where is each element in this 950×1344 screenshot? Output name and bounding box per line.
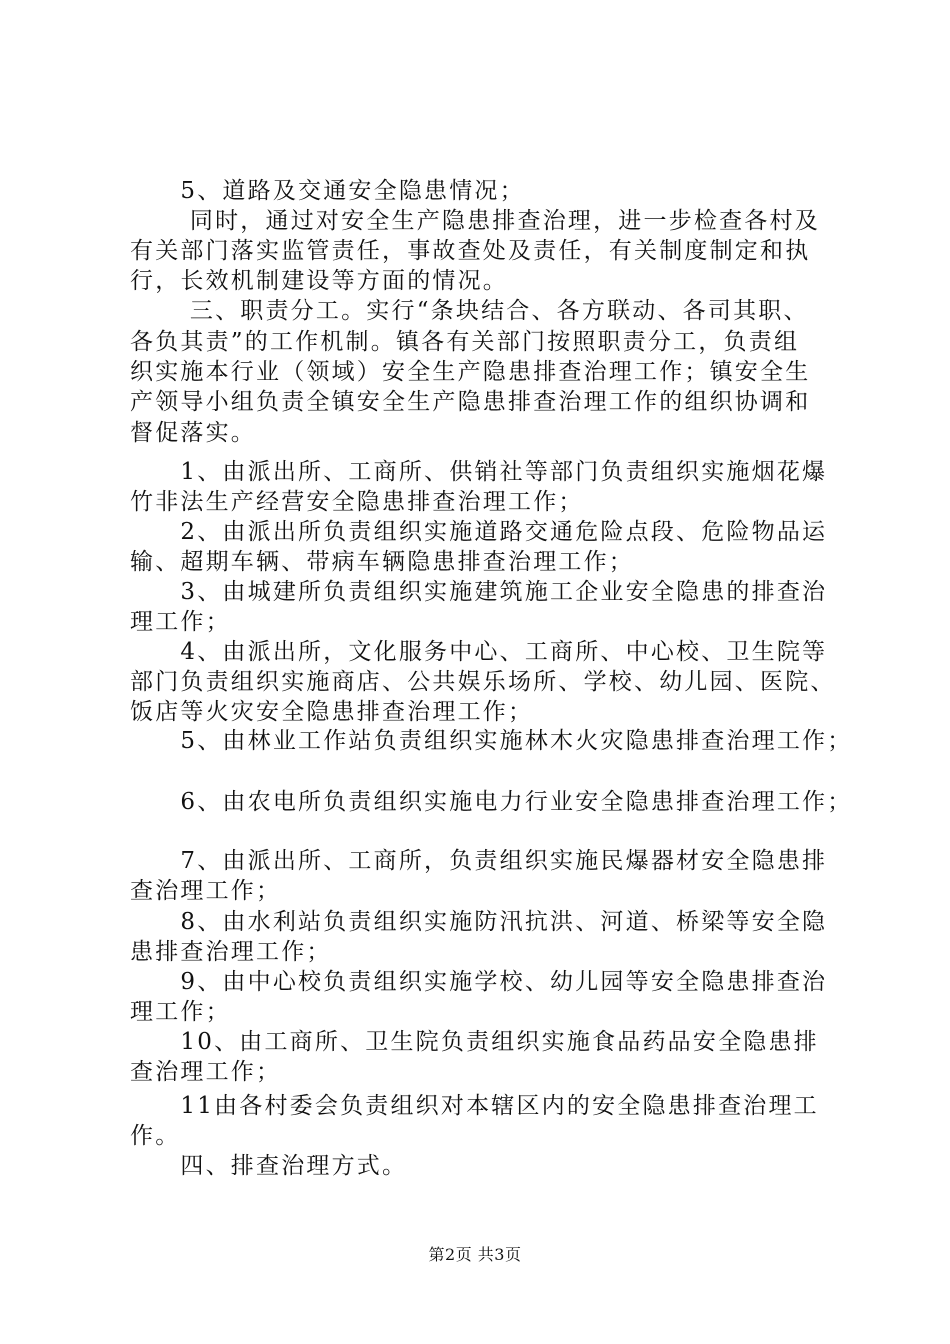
text-line: 5、由林业工作站负责组织实施林木火灾隐患排查治理工作； <box>130 728 853 754</box>
text-line: 有关部门落实监管责任，事故查处及责任，有关制度制定和执 <box>130 238 811 264</box>
text-line: 理工作； <box>130 999 231 1025</box>
text-line: 9、由中心校负责组织实施学校、幼儿园等安全隐患排查治 <box>130 969 828 995</box>
page-footer: 第2页 共3页 <box>428 1245 522 1264</box>
text-line: 产领导小组负责全镇安全生产隐患排查治理工作的组织协调和 <box>130 389 811 415</box>
text-line: 1、由派出所、工商所、供销社等部门负责组织实施烟花爆 <box>130 459 828 485</box>
text-line: 织实施本行业（领域）安全生产隐患排查治理工作；镇安全生 <box>130 359 811 385</box>
text-line: 查治理工作； <box>130 878 282 904</box>
text-line: 作。 <box>130 1123 181 1149</box>
text-line: 查治理工作； <box>130 1059 282 1085</box>
text-line: 督促落实。 <box>130 420 256 446</box>
text-line: 患排查治理工作； <box>130 939 332 965</box>
text-line: 7、由派出所、工商所，负责组织实施民爆器材安全隐患排 <box>130 848 828 874</box>
text-line: 3、由城建所负责组织实施建筑施工企业安全隐患的排查治 <box>130 579 828 605</box>
text-line: 4、由派出所，文化服务中心、工商所、中心校、卫生院等 <box>130 639 828 665</box>
text-line: 理工作； <box>130 609 231 635</box>
text-line: 部门负责组织实施商店、公共娱乐场所、学校、幼儿园、医院、 <box>130 669 836 695</box>
text-line: 四、排查治理方式。 <box>130 1153 408 1179</box>
text-line: 11由各村委会负责组织对本辖区内的安全隐患排查治理工 <box>130 1093 819 1119</box>
text-line: 竹非法生产经营安全隐患排查治理工作； <box>130 489 584 515</box>
text-line: 输、超期车辆、带病车辆隐患排查治理工作； <box>130 549 634 575</box>
text-line: 各负其责”的工作机制。镇各有关部门按照职责分工，负责组 <box>130 329 800 355</box>
text-line: 6、由农电所负责组织实施电力行业安全隐患排查治理工作； <box>130 789 853 815</box>
text-line: 10、由工商所、卫生院负责组织实施食品药品安全隐患排 <box>130 1029 819 1055</box>
text-line: 三、职责分工。实行“条块结合、各方联动、各司其职、 <box>130 298 809 324</box>
text-line: 行，长效机制建设等方面的情况。 <box>130 268 508 294</box>
text-line: 同时，通过对安全生产隐患排查治理，进一步检查各村及 <box>130 208 820 234</box>
text-line: 饭店等火灾安全隐患排查治理工作； <box>130 699 534 725</box>
text-line: 8、由水利站负责组织实施防汛抗洪、河道、桥梁等安全隐 <box>130 909 828 935</box>
text-line: 5、道路及交通安全隐患情况； <box>130 178 525 204</box>
text-line: 2、由派出所负责组织实施道路交通危险点段、危险物品运 <box>130 519 828 545</box>
